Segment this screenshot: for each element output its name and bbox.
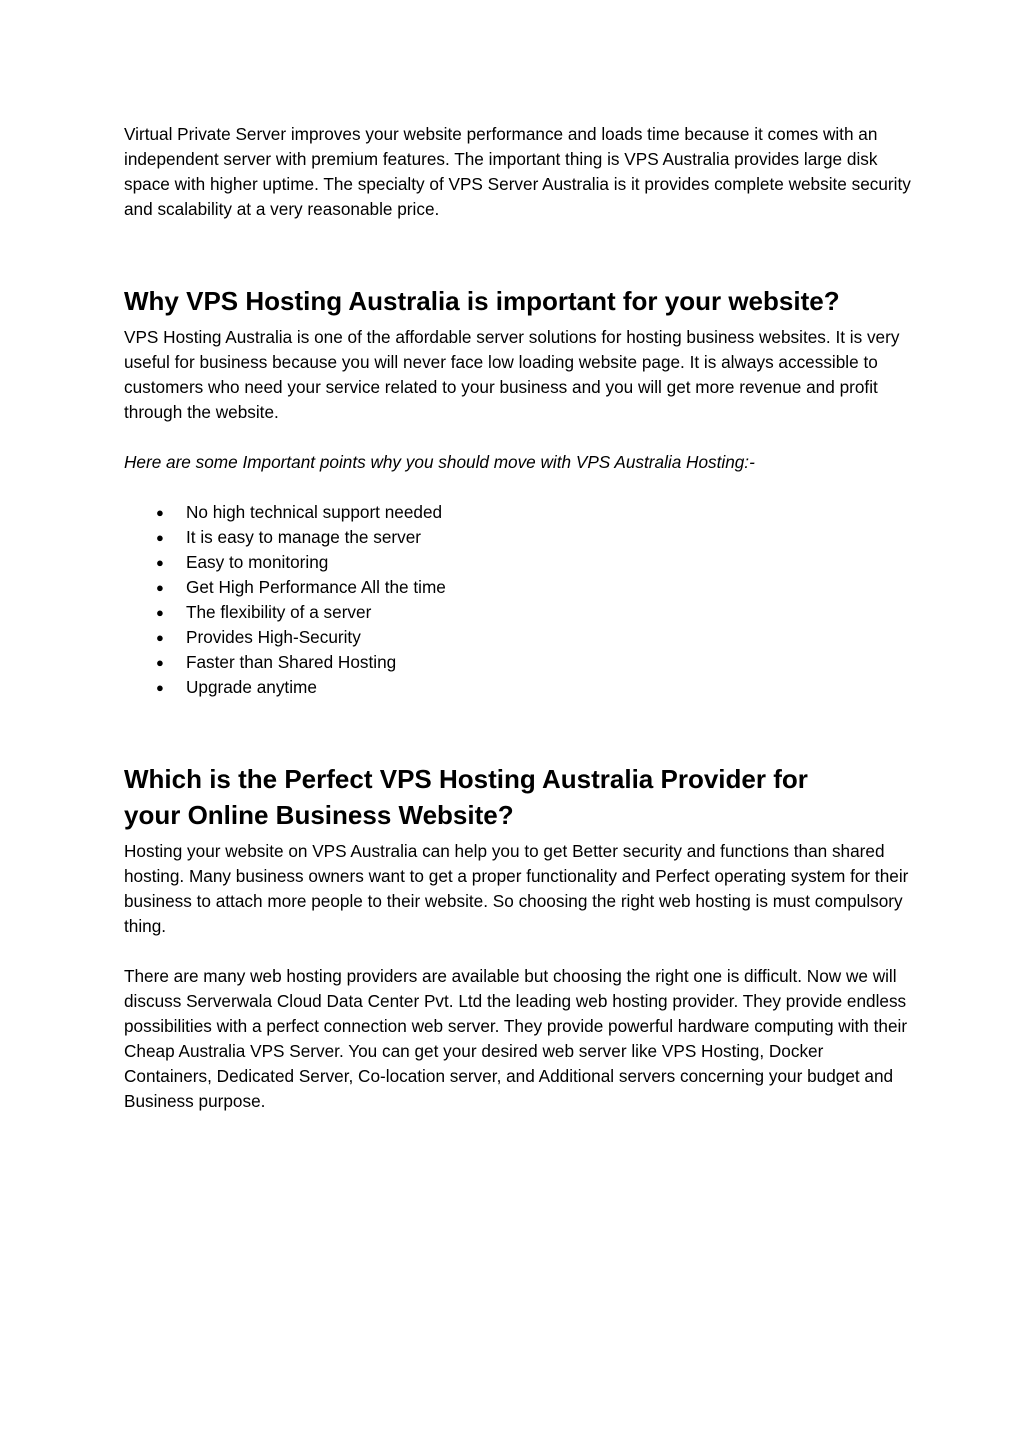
list-item bbox=[124, 525, 914, 550]
points-intro: Here are some Important points why you should move with VPS Australia Hosting:- bbox=[124, 452, 755, 472]
list-item-text: Provides High-Security bbox=[186, 627, 361, 647]
list-item-text: Easy to monitoring bbox=[186, 552, 329, 572]
list-item-text: Faster than Shared Hosting bbox=[186, 652, 397, 672]
list-item bbox=[124, 675, 914, 700]
intro-paragraph: Virtual Private Server improves your website performance and loads time because it comes with an independent server with premium features. The important thing is VPS Australia provides large disk space with higher uptime. The specialty of VPS Server Australia is it provides complete website security and scalability at a very reasonable price. bbox=[124, 124, 911, 219]
bullet-icon: ● bbox=[156, 530, 164, 545]
section2-heading bbox=[124, 761, 914, 833]
list-item bbox=[124, 550, 914, 575]
list-item-text: Get High Performance All the time bbox=[186, 577, 446, 597]
document-page bbox=[124, 122, 914, 1114]
section2-paragraph-1: Hosting your website on VPS Australia can help you to get Better security and functions than shared hosting. Many business owners want to get a proper functionality and Perfect operating system for their business to attach more people to their website. So choosing the right web hosting is must compulsory thing. bbox=[124, 841, 909, 936]
list-item-text: Upgrade anytime bbox=[186, 677, 317, 697]
bullet-icon: ● bbox=[156, 505, 164, 520]
bullet-icon: ● bbox=[156, 680, 164, 695]
bullet-icon: ● bbox=[156, 630, 164, 645]
list-item bbox=[124, 650, 914, 675]
bullet-icon: ● bbox=[156, 555, 164, 570]
points-list bbox=[124, 500, 914, 700]
section1-heading: Why VPS Hosting Australia is important for your website? bbox=[124, 286, 840, 316]
bullet-icon: ● bbox=[156, 580, 164, 595]
bullet-icon: ● bbox=[156, 605, 164, 620]
list-item bbox=[124, 500, 914, 525]
list-item bbox=[124, 625, 914, 650]
list-item-text: No high technical support needed bbox=[186, 502, 443, 522]
list-item-text: The flexibility of a server bbox=[186, 602, 372, 622]
list-item-text: It is easy to manage the server bbox=[186, 527, 422, 547]
list-item bbox=[124, 575, 914, 600]
section2-heading-line2: your Online Business Website? bbox=[124, 800, 514, 830]
section2-heading-line1: Which is the Perfect VPS Hosting Australia Provider for bbox=[124, 764, 808, 794]
section1-paragraph: VPS Hosting Australia is one of the affordable server solutions for hosting business websites. It is very useful for business because you will never face low loading website page. It is always accessible to customers who need your service related to your business and you will get more revenue and profit through the website. bbox=[124, 327, 900, 422]
bullet-icon: ● bbox=[156, 655, 164, 670]
section2-paragraph-2: There are many web hosting providers are available but choosing the right one is difficult. Now we will discuss Serverwala Cloud Data Center Pvt. Ltd the leading web hosting provider. They provide endless possibilities with a perfect connection web server. They provide powerful hardware computing with their Cheap Australia VPS Server. You can get your desired web server like VPS Hosting, Docker Containers, Dedicated Server, Co-location server, and Additional servers concerning your budget and Business purpose. bbox=[124, 966, 908, 1111]
list-item bbox=[124, 600, 914, 625]
